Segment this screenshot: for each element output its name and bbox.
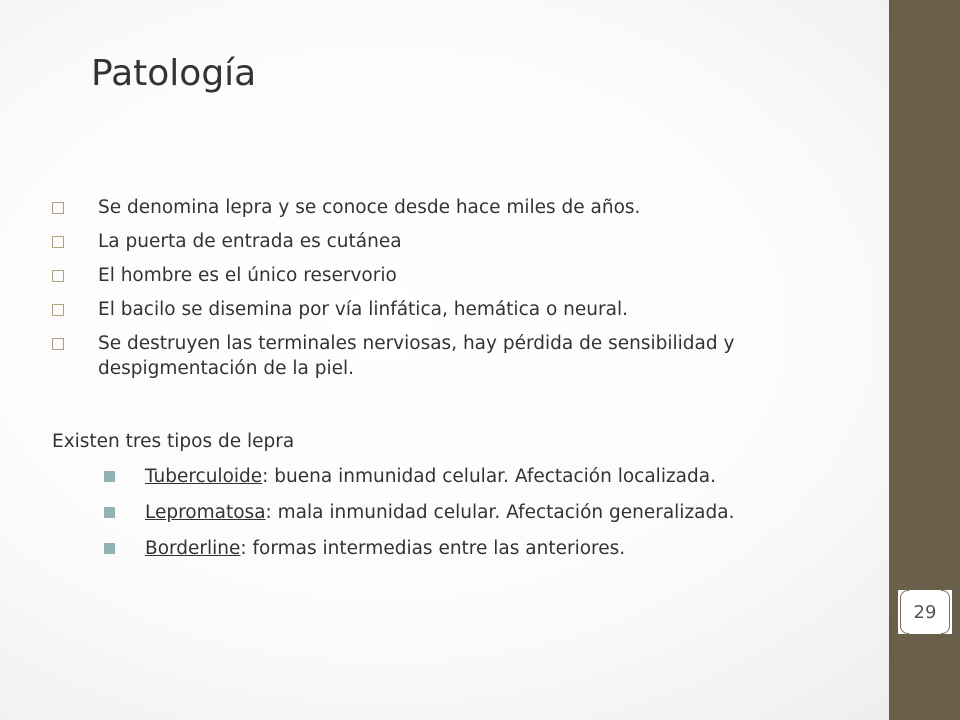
page-number: 29 <box>913 601 937 623</box>
bullet-text: Se denomina lepra y se conoce desde hace miles de años. <box>98 197 641 218</box>
type-description: : mala inmunidad celular. Afectación generalizada. <box>265 502 735 523</box>
bullet-list <box>52 195 852 390</box>
bullet-item <box>52 297 852 322</box>
type-item <box>104 500 804 525</box>
square-outline-icon <box>52 202 64 214</box>
bullet-item <box>52 229 852 254</box>
bullet-item <box>52 263 852 288</box>
type-item <box>104 536 804 561</box>
page-number-badge <box>898 590 952 634</box>
type-description: : buena inmunidad celular. Afectación localizada. <box>262 466 716 487</box>
left-brace-icon <box>900 590 909 634</box>
bullet-item <box>52 331 852 381</box>
type-description: : formas intermedias entre las anteriores. <box>240 538 626 559</box>
bullet-text: Se destruyen las terminales nerviosas, hay pérdida de sensibilidad y despigmentación de la piel. <box>98 333 735 379</box>
square-outline-icon <box>52 270 64 282</box>
square-outline-icon <box>52 304 64 316</box>
type-text <box>145 464 804 489</box>
type-term: Lepromatosa <box>145 502 266 523</box>
filled-square-icon <box>104 471 115 482</box>
filled-square-icon <box>104 507 115 518</box>
type-text <box>145 500 804 525</box>
bullet-text: El bacilo se disemina por vía linfática, hemática o neural. <box>98 299 628 320</box>
filled-square-icon <box>104 543 115 554</box>
subheading: Existen tres tipos de lepra <box>52 431 295 452</box>
right-brace-icon <box>941 590 950 634</box>
bullet-text: La puerta de entrada es cutánea <box>98 231 402 252</box>
type-term: Tuberculoide <box>145 466 263 487</box>
type-item <box>104 464 804 489</box>
type-term: Borderline <box>145 538 241 559</box>
bullet-text: El hombre es el único reservorio <box>98 265 397 286</box>
leprosy-types-list <box>104 464 804 572</box>
square-outline-icon <box>52 338 64 350</box>
type-text <box>145 536 804 561</box>
bullet-item <box>52 195 852 220</box>
square-outline-icon <box>52 236 64 248</box>
slide-title: Patología <box>91 53 257 94</box>
